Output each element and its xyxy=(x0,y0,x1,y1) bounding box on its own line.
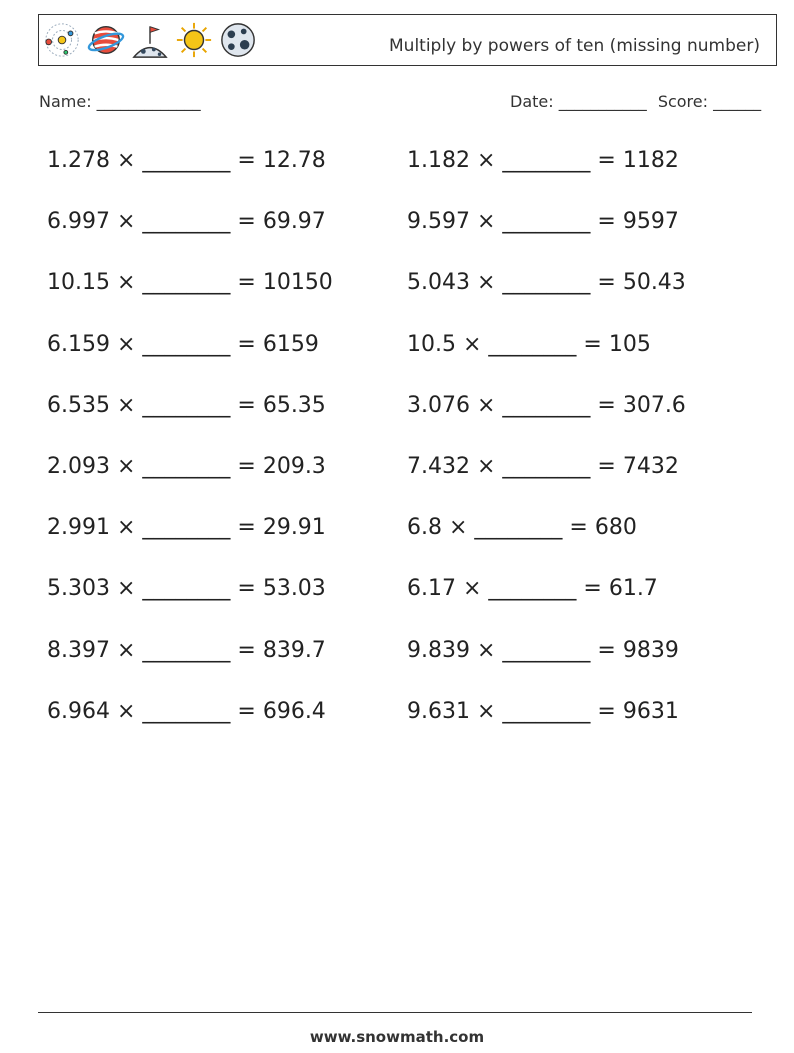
problem-right-3[interactable]: 5.043 × ________ = 50.43 xyxy=(407,270,686,296)
worksheet-header xyxy=(38,14,777,66)
worksheet-title: Multiply by powers of ten (missing number) xyxy=(389,36,760,56)
sun-icon xyxy=(175,20,213,60)
problem-left-3[interactable]: 10.15 × ________ = 10150 xyxy=(47,270,333,296)
problem-left-4[interactable]: 6.159 × ________ = 6159 xyxy=(47,331,319,357)
problem-left-5[interactable]: 6.535 × ________ = 65.35 xyxy=(47,392,326,418)
footer-website: www.snowmath.com xyxy=(309,1028,485,1046)
striped-planet-icon xyxy=(87,20,125,60)
icon-strip xyxy=(43,20,257,60)
problem-left-7[interactable]: 2.991 × ________ = 29.91 xyxy=(47,515,326,541)
problem-right-4[interactable]: 10.5 × ________ = 105 xyxy=(407,331,651,357)
footer-divider xyxy=(38,1012,752,1013)
problem-right-2[interactable]: 9.597 × ________ = 9597 xyxy=(407,209,679,235)
problem-left-2[interactable]: 6.997 × ________ = 69.97 xyxy=(47,209,326,235)
spotted-planet-icon xyxy=(219,20,257,60)
solar-system-icon xyxy=(43,20,81,60)
problem-left-8[interactable]: 5.303 × ________ = 53.03 xyxy=(47,576,326,602)
date-field[interactable]: Date: ___________ xyxy=(510,92,647,111)
moon-flag-icon xyxy=(131,20,169,60)
problem-right-5[interactable]: 3.076 × ________ = 307.6 xyxy=(407,392,686,418)
score-field[interactable]: Score: ______ xyxy=(657,92,762,111)
problem-left-1[interactable]: 1.278 × ________ = 12.78 xyxy=(47,148,326,173)
problem-right-9[interactable]: 9.839 × ________ = 9839 xyxy=(407,637,679,663)
problem-right-10[interactable]: 9.631 × ________ = 9631 xyxy=(407,698,679,724)
problem-right-7[interactable]: 6.8 × ________ = 680 xyxy=(407,515,637,541)
problem-right-6[interactable]: 7.432 × ________ = 7432 xyxy=(407,454,679,479)
problem-left-6[interactable]: 2.093 × ________ = 209.3 xyxy=(47,454,326,479)
problem-left-10[interactable]: 6.964 × ________ = 696.4 xyxy=(47,698,326,724)
problem-right-1[interactable]: 1.182 × ________ = 1182 xyxy=(407,148,679,173)
problem-right-8[interactable]: 6.17 × ________ = 61.7 xyxy=(407,576,658,602)
date-score-fields xyxy=(510,92,767,111)
name-field[interactable]: Name: _____________ xyxy=(39,92,201,111)
problem-left-9[interactable]: 8.397 × ________ = 839.7 xyxy=(47,637,326,663)
